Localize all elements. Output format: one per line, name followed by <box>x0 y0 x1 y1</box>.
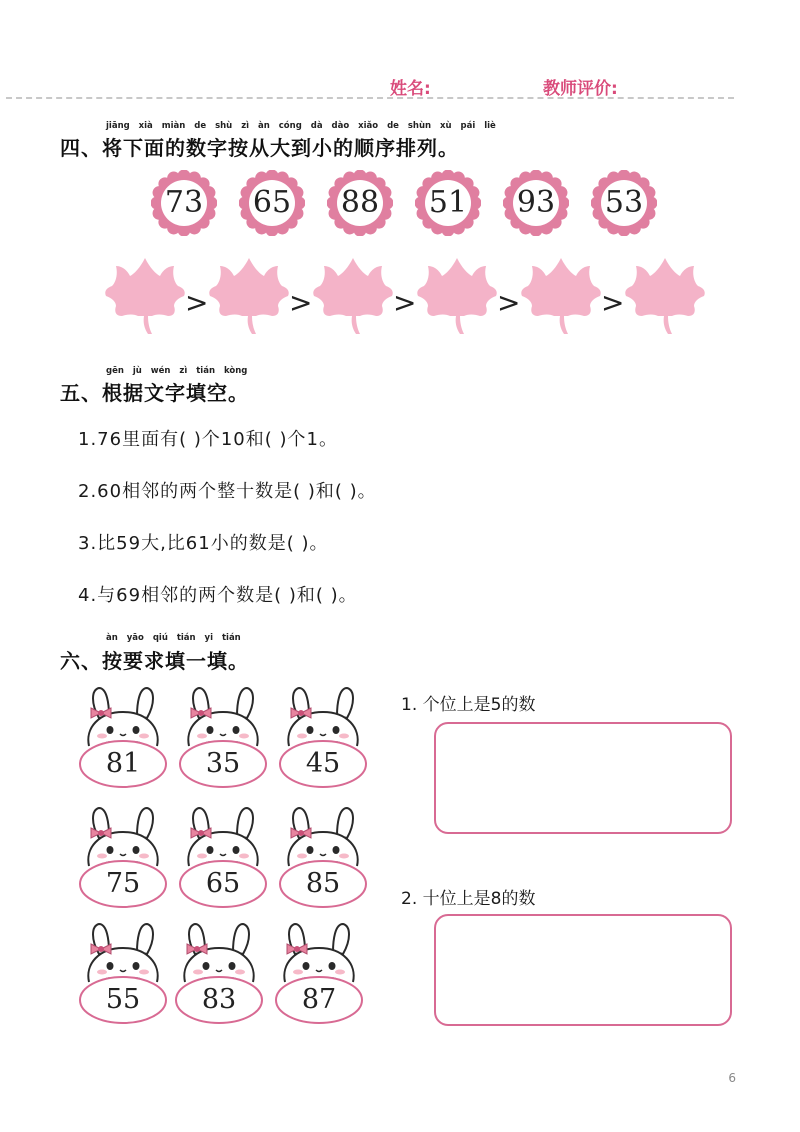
bunny-number-card <box>77 684 169 810</box>
greater-than-sign: > <box>289 286 313 319</box>
number-badge <box>151 170 217 236</box>
bunny-number: 75 <box>105 868 141 899</box>
badge-number: 88 <box>340 185 380 220</box>
number-badge <box>503 170 569 236</box>
bunny-number-card <box>177 804 269 930</box>
maple-leaf-icon[interactable] <box>624 254 706 336</box>
bunny-number: 85 <box>305 868 341 899</box>
number-badge <box>327 170 393 236</box>
teacher-eval-label: 教师评价: <box>543 79 618 99</box>
greater-than-sign: > <box>601 286 625 319</box>
section5-title: 五、根据文字填空。 <box>60 381 249 405</box>
section6-pinyin: àn yāo qiú tián yi tián <box>106 633 241 643</box>
name-label: 姓名: <box>390 79 431 99</box>
worksheet-header <box>0 74 800 98</box>
greater-than-sign: > <box>185 286 209 319</box>
number-badge <box>239 170 305 236</box>
question-2[interactable]: 2.60相邻的两个整十数是( )和( )。 <box>78 481 377 502</box>
page-number: 6 <box>728 1071 736 1085</box>
maple-leaf-icon[interactable] <box>208 254 290 336</box>
section4-pinyin: jiāng xià miàn de shù zì àn cóng dà dào xiǎo de shùn xù pái liè <box>106 121 496 131</box>
bunny-number-card <box>273 920 365 1046</box>
task1-label: 1. 个位上是5的数 <box>401 695 536 715</box>
badge-number: 73 <box>164 185 204 220</box>
task2-answer-box[interactable] <box>434 914 732 1026</box>
bunny-number: 45 <box>305 748 341 779</box>
bunny-number: 65 <box>205 868 241 899</box>
task2-label: 2. 十位上是8的数 <box>401 889 536 909</box>
section6-title: 六、按要求填一填。 <box>60 649 249 673</box>
bunny-number-card <box>77 920 169 1046</box>
section5-pinyin: gēn jù wén zì tián kòng <box>106 366 248 376</box>
bunny-number: 35 <box>205 748 241 779</box>
maple-leaf-icon[interactable] <box>416 254 498 336</box>
task1-answer-box[interactable] <box>434 722 732 834</box>
bunny-number: 83 <box>201 984 237 1015</box>
greater-than-sign: > <box>497 286 521 319</box>
bunny-number-card <box>177 684 269 810</box>
badge-number: 65 <box>252 185 292 220</box>
question-3[interactable]: 3.比59大,比61小的数是( )。 <box>78 533 329 554</box>
bunny-number-card <box>173 920 265 1046</box>
bunny-number-card <box>277 804 369 930</box>
badge-number: 53 <box>604 185 644 220</box>
greater-than-sign: > <box>393 286 417 319</box>
number-badge <box>415 170 481 236</box>
bunny-number-card <box>277 684 369 810</box>
bunny-number-card <box>77 804 169 930</box>
section4-title: 四、将下面的数字按从大到小的顺序排列。 <box>60 136 459 160</box>
question-4[interactable]: 4.与69相邻的两个数是( )和( )。 <box>78 585 358 606</box>
badge-number: 93 <box>516 185 556 220</box>
question-1[interactable]: 1.76里面有( )个10和( )个1。 <box>78 429 338 450</box>
bunny-number: 87 <box>301 984 337 1015</box>
number-badge <box>591 170 657 236</box>
header-divider <box>6 97 734 99</box>
maple-leaf-icon[interactable] <box>520 254 602 336</box>
maple-leaf-icon[interactable] <box>104 254 186 336</box>
bunny-number: 81 <box>105 748 141 779</box>
maple-leaf-icon[interactable] <box>312 254 394 336</box>
bunny-number: 55 <box>105 984 141 1015</box>
badge-number: 51 <box>428 185 468 220</box>
